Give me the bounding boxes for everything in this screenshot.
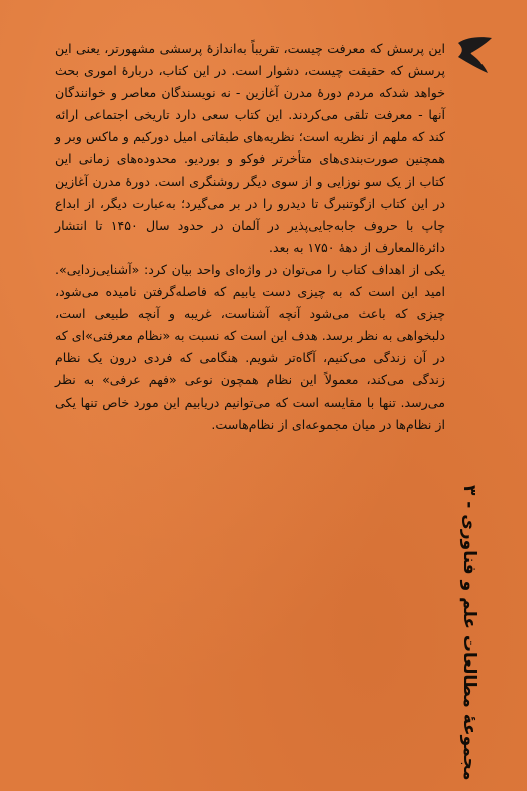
publisher-logo [455, 33, 495, 83]
blurb-paragraph: یکی از اهداف کتاب را می‌توان در واژه‌ای واحد بیان کرد: «آشنایی‌زدایی». امید این است که به چیزی دست یابیم که فاصله‌گرفتن نامیده می‌شود، چیزی که باعث می‌شود آنچه آشناست، غریبه و آنچه طبیعی است، دلبخواهی به نظر برسد. هدف این است که نسبت به «نظام معرفتی»ای که در آن زندگی می‌کنیم، آگاه‌تر شویم. هنگامی که فردی درون یک نظام زندگی می‌کند، معمولاً این نظام همچون نوعی «فهم عرفی» به نظر می‌رسد. تنها با مقایسه است که می‌توانیم دریابیم این مورد خاص تنها یکی از نظام‌ها در میان مجموعه‌ای از نظام‌هاست. [55, 261, 445, 432]
blurb-paragraph: این پرسش که معرفت چیست، تقریباً به‌اندازهٔ پرسشی مشهورتر، یعنی این پرسش که حقیقت چیست، دشوار است. در این کتاب، دربارهٔ اموری بحث خواهد شدکه مردم دورهٔ مدرن آغازین - نه نویسندگان معاصر و خوانندگان آنها - معرفت تلقی می‌کردند. این کتاب سعی دارد تاریخی اجتماعی ارائه کند که ملهم از نظریه است؛ نظریه‌های طبقاتی امیل دورکیم و ماکس وبر و همچنین صورت‌بندی‌های متأخرتر فوکو و بوردیو. محدوده‌های زمانی این کتاب از یک سو نوزایی و از سوی دیگر روشنگری است. دورهٔ مدرن آغازین در این کتاب ازگوتنبرگ تا دیدرو را در بر می‌گیرد؛ به‌عبارت دیگر، از ابداع چاپ با حروف جابه‌جایی‌پذیر در آلمان در حدود سال ۱۴۵۰ تا انتشار دائرةالمعارف از دههٔ ۱۷۵۰ به بعد. [55, 41, 446, 255]
bird-logo-icon [455, 33, 495, 83]
blurb-text [55, 38, 445, 436]
series-title: مجموعهٔ مطالعات علم و فناوری - ۳ [459, 484, 479, 780]
